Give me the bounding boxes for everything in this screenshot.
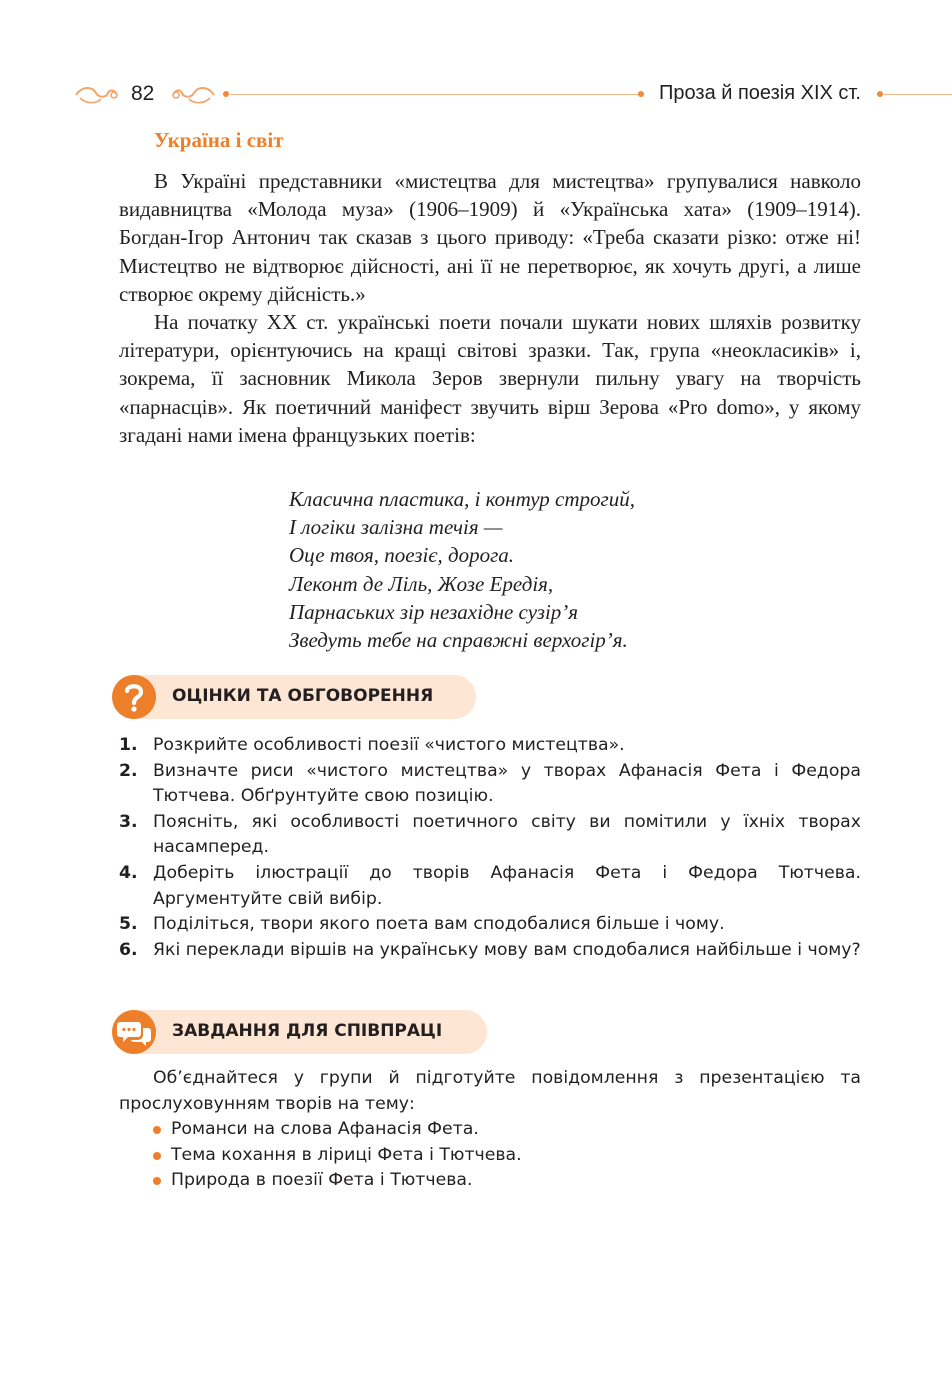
list-item	[119, 810, 861, 861]
item-text: Визначте риси «чистого мистецтва» у творах Афанасія Фета і Федора Тютчева. Обґрунтуйте свою позицію.	[153, 760, 861, 807]
paragraph: В Україні представники «мистецтва для мистецтва» групувалися навколо видавництва «Молода муза» (1906–1909) й «Українська хата» (1909–1914). Богдан-Ігор Антонич так сказав з цього приводу: «Треба сказати різко: отже ні! Мистецтво не відтворює дійсності, ані її не перетворює, як хочуть другі, а лише створює окрему дійсність.»	[119, 169, 861, 306]
page-number: 82	[131, 82, 155, 105]
poem-quote	[289, 485, 635, 654]
list-item	[119, 759, 861, 810]
chat-bubbles-icon	[112, 1010, 156, 1054]
bullet-icon	[153, 1126, 161, 1134]
poem-line: Зведуть тебе на справжні верхогір’я.	[289, 628, 628, 653]
right-ornament-icon	[170, 80, 216, 110]
discussion-heading	[112, 675, 476, 719]
body-text	[119, 167, 861, 449]
discussion-list	[119, 733, 861, 963]
topic-list	[119, 1117, 861, 1194]
item-number: 3.	[119, 811, 138, 832]
cooperation-body	[119, 1066, 861, 1194]
left-ornament-icon	[74, 80, 120, 110]
discussion-title: ОЦІНКИ ТА ОБГОВОРЕННЯ	[172, 686, 434, 706]
cooperation-intro: Об’єднайтеся у групи й підготуйте повідомлення з презентацією та прослуховунням творів на тему:	[119, 1068, 861, 1114]
item-number: 5.	[119, 914, 138, 935]
item-text: Тема кохання в ліриці Фета і Тютчева.	[171, 1144, 522, 1165]
item-number: 1.	[119, 735, 138, 755]
poem-line: Оце твоя, поезіє, дорога.	[289, 543, 515, 568]
poem-line: І логіки залізна течія —	[289, 515, 503, 540]
paragraph: На початку XX ст. українські поети почали шукати нових шляхів розвитку літератури, орієнтуючись на кращі світові зразки. Так, група «неокласиків» і, зокрема, її засновник Микола Зеров звернули пильну увагу на творчість «парнасців». Як поетичний маніфест звучить вірш Зерова «Pro domo», у якому згадані нами імена французьких поетів:	[119, 310, 861, 447]
running-title: Проза й поезія XIX ст.	[659, 82, 861, 104]
item-text: Романси на слова Афанасія Фета.	[171, 1119, 479, 1140]
header-rule	[884, 94, 952, 95]
item-text: Які переклади віршів на українську мову вам сподобалися найбільше і чому?	[153, 939, 861, 960]
rule-dot	[877, 91, 883, 97]
item-text: Доберіть ілюстрації до творів Афанасія Фета і Федора Тютчева. Аргументуйте свій вибір.	[153, 862, 861, 909]
header-rule	[230, 94, 640, 95]
list-item	[119, 1117, 861, 1143]
question-icon	[112, 675, 156, 719]
list-item	[119, 861, 861, 912]
list-item	[119, 1143, 861, 1169]
item-number: 6.	[119, 939, 138, 960]
item-text: Поясніть, які особливості поетичного світу ви помітили у їхніх творах насамперед.	[153, 811, 861, 858]
item-text: Поділіться, твори якого поета вам сподобалися більше і чому.	[153, 914, 725, 935]
list-item	[119, 1168, 861, 1194]
page-header	[0, 78, 952, 112]
cooperation-heading	[112, 1010, 487, 1054]
list-item	[119, 733, 861, 759]
list-item	[119, 912, 861, 938]
rule-dot	[638, 91, 644, 97]
item-number: 2.	[119, 760, 138, 781]
bullet-icon	[153, 1177, 161, 1185]
rule-dot	[223, 91, 229, 97]
poem-line: Леконт де Ліль, Жозе Ередія,	[289, 571, 554, 596]
bullet-icon	[153, 1152, 161, 1160]
list-item	[119, 938, 861, 964]
cooperation-title: ЗАВДАННЯ ДЛЯ СПІВПРАЦІ	[172, 1021, 443, 1041]
item-text: Природа в поезії Фета і Тютчева.	[171, 1170, 473, 1191]
poem-line: Класична пластика, і контур строгий,	[289, 487, 635, 511]
poem-line: Парнаських зір незахідне сузір’я	[289, 599, 579, 624]
item-text: Розкрийте особливості поезії «чистого мистецтва».	[153, 735, 625, 755]
item-number: 4.	[119, 862, 138, 883]
section-heading: Україна і світ	[154, 128, 284, 152]
